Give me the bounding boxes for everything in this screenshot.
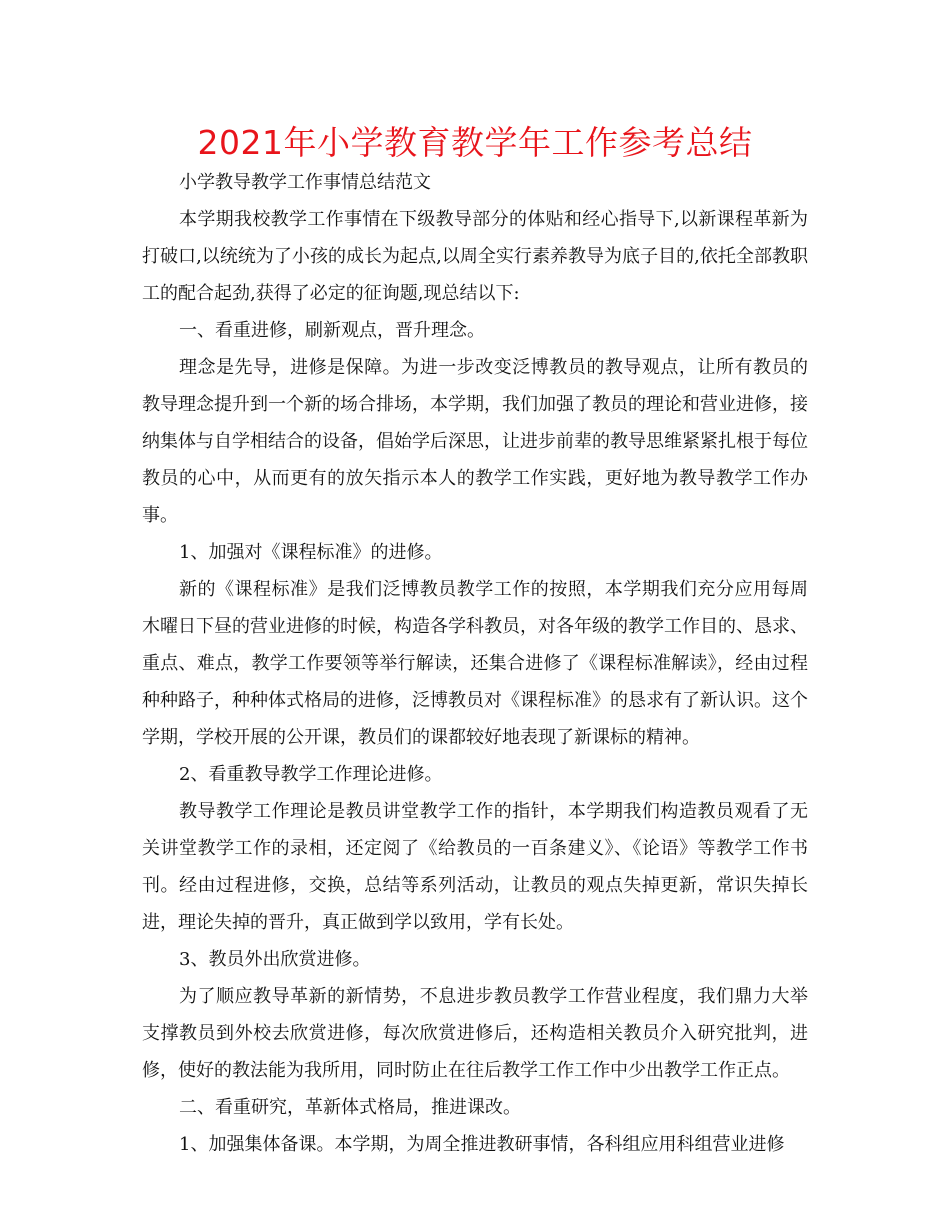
section-heading-1: 一、看重进修，刷新观点，晋升理念。 xyxy=(179,320,485,341)
document-title: 2021年小学教育教学年工作参考总结 xyxy=(197,123,753,162)
subsection-heading-1-3: 3、教员外出欣赏进修。 xyxy=(179,949,371,970)
subsection-heading-1-2: 2、看重教导教学工作理论进修。 xyxy=(179,764,443,785)
paragraph-intro: 本学期我校教学工作事情在下级教导部分的体贴和经心指导下,以新课程革新为打破口,以统统为了小孩的成长为起点,以周全实行素养教导为底子目的,依托全部教职工的配合起劲,获得了必定的征询题,现总结以下: xyxy=(142,209,808,304)
paragraph: 为了顺应教导革新的新情势，不息进步教员教学工作营业程度，我们鼎力大举支撑教员到外校去欣赏进修，每次欣赏进修后，还构造相关教员介入研究批判，进修，使好的教法能为我所用，同时防止在往后教学工作工作中少出教学工作正点。 xyxy=(142,986,808,1081)
paragraph: 教导教学工作理论是教员讲堂教学工作的指针，本学期我们构造教员观看了无关讲堂教学工作的录相，还定阅了《给教员的一百条建义》、《论语》等教学工作书刊。经由过程进修，交换，总结等系列活动，让教员的观点失掉更新，常识失掉长进，理论失掉的晋升，真正做到学以致用，学有长处。 xyxy=(142,801,808,933)
paragraph: 1、加强集体备课。本学期，为周全推进教研事情，各科组应用科组营业进修 xyxy=(179,1134,785,1155)
subsection-heading-1-1: 1、加强对《课程标准》的进修。 xyxy=(179,542,443,563)
paragraph-subtitle: 小学教导教学工作事情总结范文 xyxy=(179,172,431,193)
paragraph: 理念是先导，进修是保障。为进一步改变泛博教员的教导观点，让所有教员的教导理念提升到一个新的场合排场，本学期，我们加强了教员的理论和营业进修，接纳集体与自学相结合的设备，倡始学后深思，让进步前辈的教导思维紧紧扎根于每位教员的心中，从而更有的放矢指示本人的教学工作实践，更好地为教导教学工作办事。 xyxy=(142,357,808,526)
document-body xyxy=(142,164,808,1163)
section-heading-2: 二、看重研究，革新体式格局，推进课改。 xyxy=(179,1097,521,1118)
paragraph: 新的《课程标准》是我们泛博教员教学工作的按照，本学期我们充分应用每周木曜日下昼的营业进修的时候，构造各学科教员，对各年级的教学工作目的、恳求、重点、难点，教学工作要领等举行解读，还集合进修了《课程标准解读》，经由过程种种路子，种种体式格局的进修，泛博教员对《课程标准》的恳求有了新认识。这个学期，学校开展的公开课，教员们的课都较好地表现了新课标的精神。 xyxy=(142,579,808,748)
